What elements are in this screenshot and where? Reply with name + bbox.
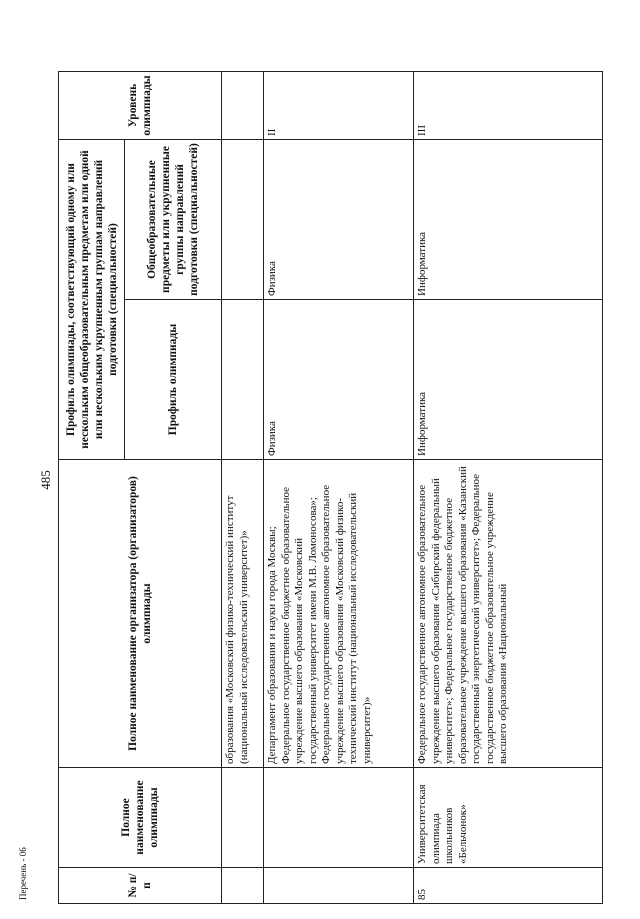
cell-profile: Физика [264, 300, 414, 460]
cell-subjects [222, 140, 264, 300]
cell-name [222, 768, 264, 868]
header-profile-group: Профиль олимпиады, соответствующий одному или нескольким общеобразовательным предметам или одной или нескольким укрупненным группам направлений подготовки (специальностей) [59, 140, 125, 460]
header-olympiad-name: Полное наименование олимпиады [59, 768, 222, 868]
header-subjects: Общеобразовательные предметы или укрупненные группы направлений подготовки (специальностей) [125, 140, 222, 300]
header-level: Уровень олимпиады [59, 72, 222, 140]
cell-num [264, 868, 414, 904]
rotated-table-container [58, 72, 602, 904]
cell-level: II [264, 72, 414, 140]
cell-organizer: Департамент образования и науки города Москвы; Федеральное государственное бюджетное образовательное учреждение высшего образования «Московский государственный университет имени М.В. Ломоносова»; Федеральное государственное автономное образовательное учреждение высшего образования «Московский физико-технический институт (национальный исследовательский университет)» [264, 460, 414, 768]
cell-num: 85 [414, 868, 603, 904]
table-row [264, 72, 414, 904]
cell-num [222, 868, 264, 904]
cell-level [222, 72, 264, 140]
cell-level: III [414, 72, 603, 140]
header-num: № п/п [59, 868, 222, 904]
cell-subjects: Информатика [414, 140, 603, 300]
footer-mark: Перечень - 06 [18, 847, 28, 900]
cell-subjects: Физика [264, 140, 414, 300]
cell-organizer: Федеральное государственное автономное образовательное учреждение высшего образования «Сибирский федеральный университет»; Федеральное государственное бюджетное образовательное учреждение высшего образования «Казанский государственный энергетический университет»; Федеральное государственное бюджетное образовательное учреждение высшего образования «Национальный [414, 460, 603, 768]
header-profile: Профиль олимпиады [125, 300, 222, 460]
cell-profile: Информатика [414, 300, 603, 460]
page-number: 485 [38, 470, 53, 490]
cell-name: Университетская олимпиада школьников «Бельчонок» [414, 768, 603, 868]
header-organizer: Полное наименование организатора (организаторов) олимпиады [59, 460, 222, 768]
table-row [222, 72, 264, 904]
olympiad-table [58, 71, 603, 904]
rotated-table-wrapper [58, 72, 602, 904]
table-row [414, 72, 603, 904]
cell-profile [222, 300, 264, 460]
cell-name [264, 768, 414, 868]
cell-organizer: образования «Московский физико-технический институт (национальный исследовательский университет)» [222, 460, 264, 768]
